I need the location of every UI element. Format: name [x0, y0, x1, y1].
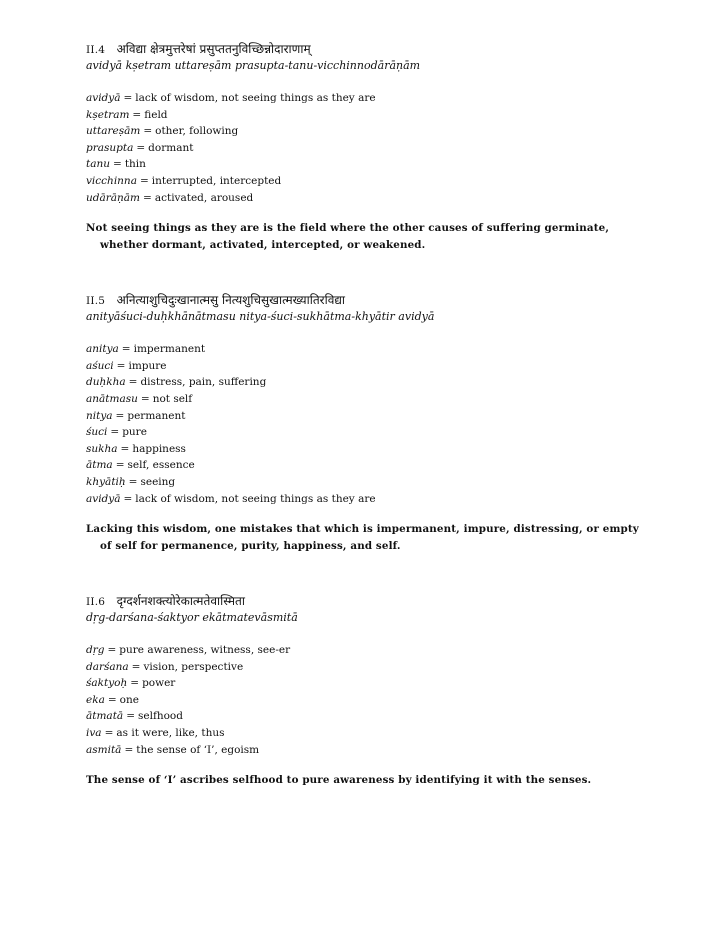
equals-sign: = [143, 125, 153, 138]
document-page [86, 40, 646, 799]
equals-sign: = [124, 743, 134, 756]
glossary-meaning: activated, aroused [154, 191, 254, 204]
glossary-entry [86, 708, 646, 725]
glossary-entry [86, 457, 646, 474]
glossary-term: sukha [86, 442, 118, 455]
glossary-meaning: impure [128, 359, 167, 372]
glossary-term: duḥkha [86, 376, 126, 389]
glossary-meaning: distress, pain, suffering [140, 376, 267, 389]
glossary-meaning: pure [122, 426, 147, 439]
glossary-term: ātma [86, 459, 113, 472]
glossary-entry [86, 491, 646, 508]
glossary-entry [86, 358, 646, 375]
equals-sign: = [107, 644, 117, 657]
glossary-term: khyātiḥ [86, 475, 126, 488]
equals-sign: = [123, 492, 133, 505]
glossary [86, 90, 646, 206]
translation: Lacking this wisdom, one mistakes that which is impermanent, impure, distressing, or empty of self for permanence, purity, happiness, and self. [86, 523, 639, 552]
equals-sign: = [120, 442, 130, 455]
glossary-meaning: thin [124, 158, 146, 171]
sutra-header [86, 592, 646, 610]
glossary-term: avidyā [86, 492, 121, 505]
sutra-II-6 [86, 592, 646, 789]
equals-sign: = [126, 710, 135, 723]
equals-sign: = [116, 359, 126, 372]
glossary-entry [86, 341, 646, 358]
equals-sign: = [132, 108, 142, 121]
glossary-meaning: lack of wisdom, not seeing things as they are [135, 92, 376, 104]
glossary-meaning: permanent [127, 409, 186, 422]
transliteration: dṛg-darśana-śaktyor ekātmatevāsmitā [86, 611, 298, 625]
glossary-entry [86, 441, 646, 458]
transliteration: avidyā kṣetram uttareṣām prasupta-tanu-vicchinnodārāṇām [86, 59, 421, 72]
equals-sign: = [110, 426, 120, 439]
glossary-entry [86, 675, 646, 692]
equals-sign: = [130, 677, 140, 690]
glossary-entry [86, 156, 646, 173]
glossary-meaning: pure awareness, witness, see-er [119, 644, 291, 657]
glossary [86, 341, 646, 507]
glossary-entry [86, 474, 646, 491]
glossary-entry [86, 374, 646, 391]
glossary-term: udārāṇām [86, 191, 141, 204]
glossary-entry [86, 725, 646, 742]
glossary-meaning: happiness [132, 442, 186, 455]
equals-sign: = [115, 459, 125, 472]
glossary-meaning: field [144, 108, 168, 121]
glossary-term: vicchinna [86, 174, 137, 187]
glossary-meaning: other, following [155, 125, 239, 138]
glossary-term: eka [86, 693, 105, 706]
sutra-header [86, 40, 646, 58]
equals-sign: = [121, 343, 131, 356]
equals-sign: = [123, 92, 133, 104]
equals-sign: = [143, 191, 152, 204]
glossary-term: uttareṣām [86, 125, 141, 138]
glossary-entry [86, 123, 646, 140]
glossary-term: kṣetram [86, 108, 130, 121]
equals-sign: = [140, 392, 150, 405]
translation: The sense of ‘I’ ascribes selfhood to pure awareness by identifying it with the senses. [86, 774, 592, 787]
glossary-term: aśuci [86, 359, 114, 372]
glossary-meaning: the sense of ‘I’, egoism [136, 743, 260, 756]
devanagari-text: अनित्याशुचिदुःखानात्मसु नित्यशुचिसुखात्मख्यातिरविद्या [116, 293, 346, 308]
glossary-entry [86, 173, 646, 190]
glossary-meaning: selfhood [138, 710, 183, 723]
glossary-entry [86, 408, 646, 425]
glossary-meaning: vision, perspective [143, 660, 244, 673]
equals-sign: = [139, 174, 149, 187]
glossary-entry [86, 424, 646, 441]
glossary-meaning: self, essence [127, 459, 195, 472]
glossary-term: nitya [86, 409, 113, 422]
glossary-term: prasupta [86, 141, 134, 154]
glossary-entry [86, 742, 646, 759]
glossary-meaning: one [119, 693, 139, 706]
glossary-meaning: impermanent [133, 343, 206, 356]
equals-sign: = [128, 376, 138, 389]
glossary-term: ātmatā [86, 710, 124, 723]
equals-sign: = [131, 660, 141, 673]
glossary-meaning: power [142, 677, 176, 690]
equals-sign: = [113, 158, 122, 171]
glossary-term: asmitā [86, 743, 122, 756]
sutra-header [86, 291, 646, 309]
glossary-entry [86, 692, 646, 709]
glossary-term: dṛg [86, 644, 105, 657]
glossary-term: śuci [86, 426, 108, 439]
glossary-term: anitya [86, 343, 119, 356]
glossary-meaning: lack of wisdom, not seeing things as they are [135, 492, 376, 505]
glossary-term: iva [86, 727, 102, 740]
glossary-meaning: as it were, like, thus [116, 727, 225, 740]
glossary-meaning: not self [152, 392, 193, 405]
transliteration: anityāśuci-duḥkhānātmasu nitya-śuci-sukhātma-khyātir avidyā [86, 310, 435, 324]
glossary-meaning: seeing [140, 475, 176, 488]
glossary-term: darśana [86, 660, 129, 673]
sutra-number: II.6 [86, 596, 106, 609]
glossary-entry [86, 90, 646, 107]
glossary-term: avidyā [86, 92, 121, 104]
sutra-II-4 [86, 40, 646, 253]
sutra-II-5 [86, 291, 646, 554]
glossary-entry [86, 190, 646, 207]
glossary-term: śaktyoḥ [86, 677, 128, 690]
devanagari-text: अविद्या क्षेत्रमुत्तरेषां प्रसुप्ततनुविच्छिन्नोदाराणाम् [116, 42, 311, 56]
equals-sign: = [104, 727, 114, 740]
glossary-entry [86, 642, 646, 659]
translation: Not seeing things as they are is the field where the other causes of suffering germinate, whether dormant, activated, intercepted, or weakened. [86, 222, 610, 251]
equals-sign: = [107, 693, 117, 706]
sutra-number: II.4 [86, 44, 106, 56]
glossary-term: anātmasu [86, 392, 138, 405]
glossary [86, 642, 646, 758]
equals-sign: = [115, 409, 125, 422]
devanagari-text: दृग्दर्शनशक्त्योरेकात्मतेवास्मिता [116, 594, 246, 609]
glossary-meaning: dormant [148, 141, 194, 154]
glossary-term: tanu [86, 158, 111, 171]
glossary-meaning: interrupted, intercepted [151, 174, 282, 187]
glossary-entry [86, 107, 646, 124]
equals-sign: = [128, 475, 138, 488]
sutra-number: II.5 [86, 295, 106, 308]
glossary-entry [86, 659, 646, 676]
glossary-entry [86, 391, 646, 408]
glossary-entry [86, 140, 646, 157]
equals-sign: = [136, 141, 146, 154]
